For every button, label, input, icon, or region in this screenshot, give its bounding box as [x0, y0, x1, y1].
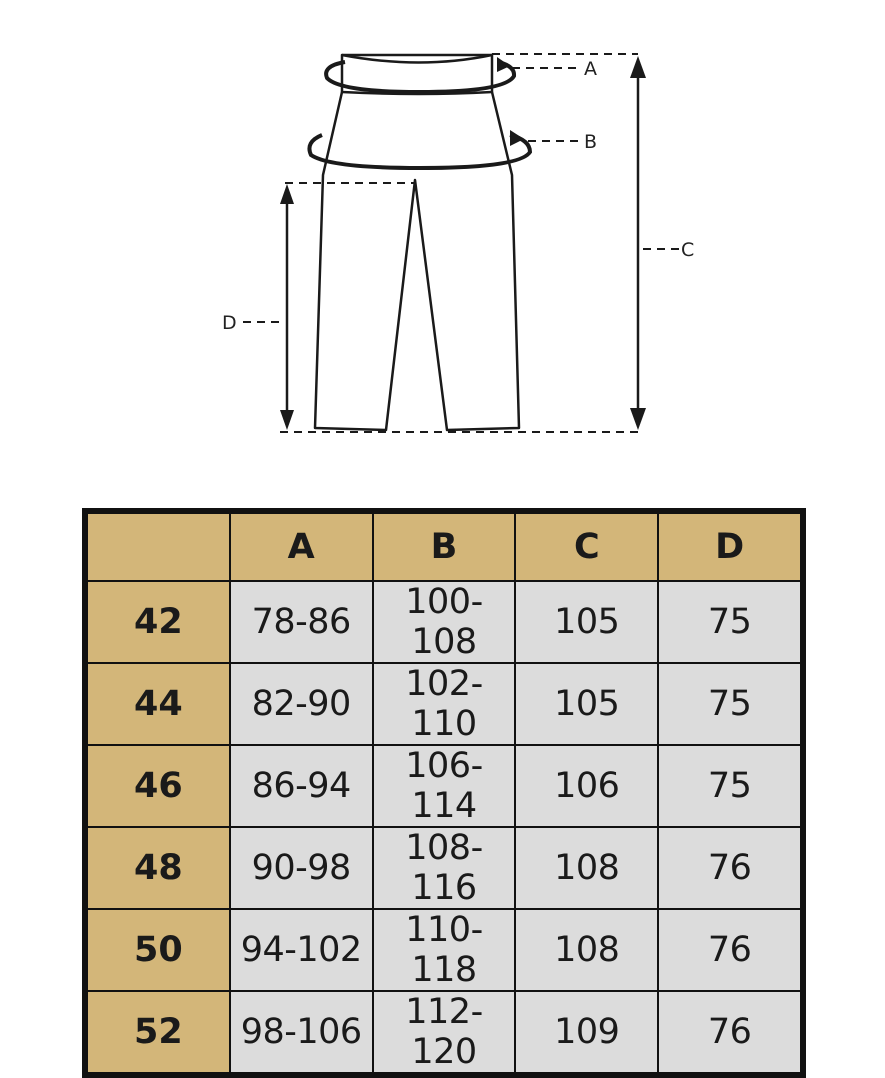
cell-d: 75 — [658, 663, 801, 745]
cell-a: 78-86 — [230, 581, 373, 663]
size-cell: 48 — [87, 827, 230, 909]
cell-c: 105 — [515, 663, 658, 745]
cell-c: 105 — [515, 581, 658, 663]
table-row — [87, 581, 801, 663]
table-row — [87, 663, 801, 745]
label-a: A — [584, 58, 597, 80]
table-row — [87, 827, 801, 909]
hip-arrowhead-icon — [510, 130, 524, 146]
cell-d: 75 — [658, 745, 801, 827]
label-d: D — [222, 312, 237, 334]
size-cell: 44 — [87, 663, 230, 745]
size-cell: 42 — [87, 581, 230, 663]
table-header-row — [87, 513, 801, 581]
header-b: B — [373, 513, 516, 581]
cell-c: 108 — [515, 909, 658, 991]
header-c: C — [515, 513, 658, 581]
cell-a: 82-90 — [230, 663, 373, 745]
pants-measurement-diagram — [0, 0, 885, 470]
table-row — [87, 991, 801, 1073]
cell-d: 76 — [658, 827, 801, 909]
cell-b: 112-120 — [373, 991, 516, 1073]
cell-b: 108-116 — [373, 827, 516, 909]
cell-b: 100-108 — [373, 581, 516, 663]
size-cell: 50 — [87, 909, 230, 991]
waist-measure-loop — [326, 62, 514, 92]
cell-c: 106 — [515, 745, 658, 827]
d-arrow-up-icon — [280, 184, 294, 204]
header-d: D — [658, 513, 801, 581]
table-row — [87, 745, 801, 827]
cell-d: 76 — [658, 991, 801, 1073]
size-chart-table — [82, 508, 806, 1078]
cell-d: 76 — [658, 909, 801, 991]
cell-a: 98-106 — [230, 991, 373, 1073]
cell-b: 106-114 — [373, 745, 516, 827]
cell-a: 94-102 — [230, 909, 373, 991]
cell-b: 102-110 — [373, 663, 516, 745]
pants-outline — [315, 92, 519, 430]
cell-c: 108 — [515, 827, 658, 909]
table-row — [87, 909, 801, 991]
cell-d: 75 — [658, 581, 801, 663]
header-a: A — [230, 513, 373, 581]
hip-measure-loop — [309, 135, 530, 168]
d-arrow-down-icon — [280, 410, 294, 430]
header-corner — [87, 513, 230, 581]
c-arrow-down-icon — [630, 408, 646, 430]
label-b: B — [584, 131, 598, 153]
size-cell: 46 — [87, 745, 230, 827]
cell-a: 86-94 — [230, 745, 373, 827]
size-cell: 52 — [87, 991, 230, 1073]
cell-b: 110-118 — [373, 909, 516, 991]
label-c: C — [681, 239, 695, 261]
cell-c: 109 — [515, 991, 658, 1073]
cell-a: 90-98 — [230, 827, 373, 909]
c-arrow-up-icon — [630, 56, 646, 78]
